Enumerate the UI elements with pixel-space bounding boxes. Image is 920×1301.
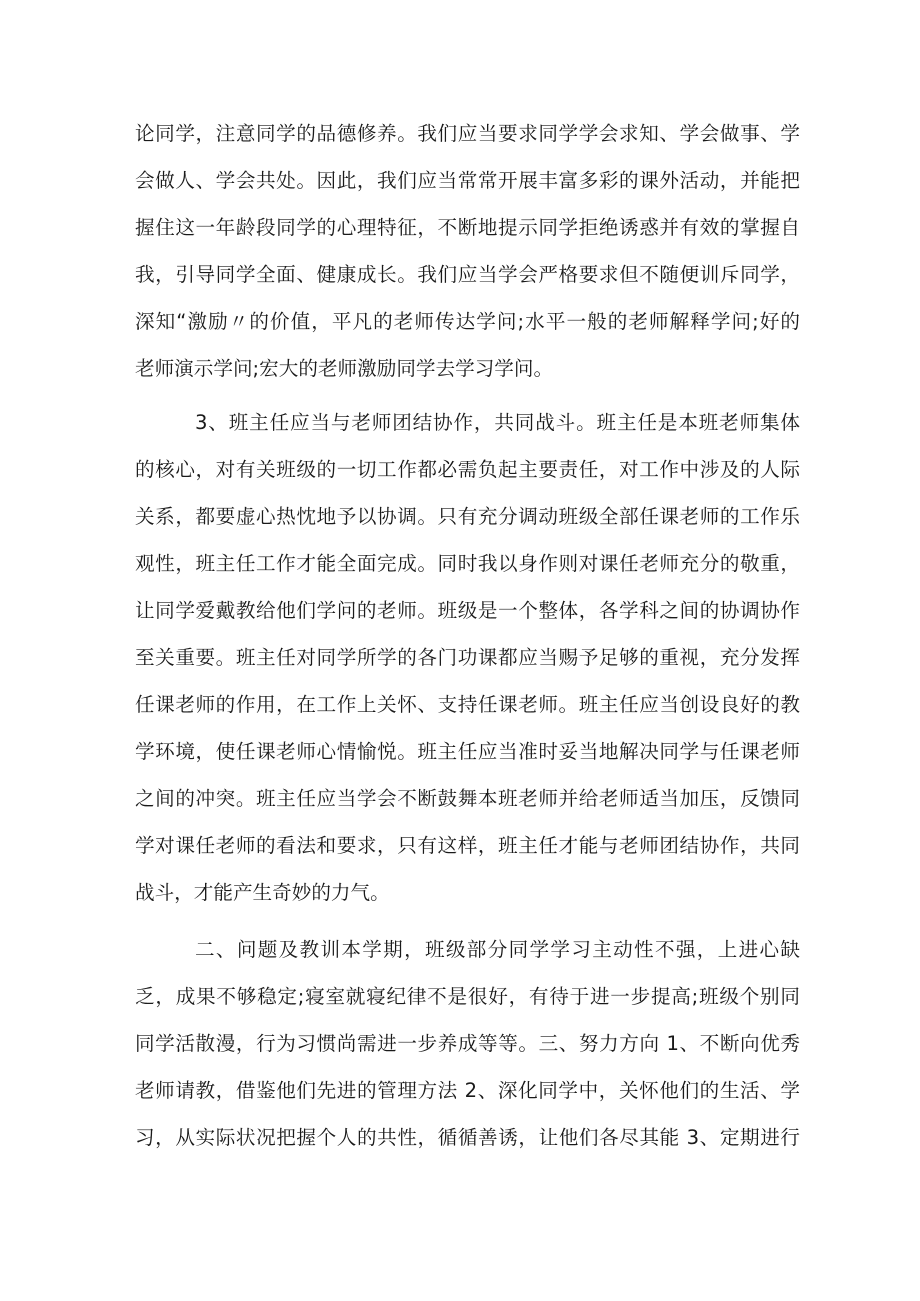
paragraph-2-line-11: 战斗，才能产生奇妙的力气。 [135,881,390,904]
paragraph-3-line-3: 同学活散漫，行为习惯尚需进一步养成等等。三、努力方向 1、不断向优秀 [135,1032,800,1055]
paragraph-1-line-1: 论同学，注意同学的品德修养。我们应当要求同学学会求知、学会做事、学 [135,122,800,145]
paragraph-3-line-5: 习，从实际状况把握个人的共性，循循善诱，让他们各尽其能 3、定期进行 [135,1126,800,1149]
paragraph-1-line-4: 我，引导同学全面、健康成长。我们应当学会严格要求但不随便训斥同学， [135,263,800,286]
paragraph-3-line-2: 乏，成果不够稳定;寝室就寝纪律不是很好，有待于进一步提高;班级个别同 [135,985,800,1008]
paragraph-2-line-2: 的核心，对有关班级的一切工作都必需负起主要责任，对工作中涉及的人际 [135,458,800,481]
paragraph-1-line-5: 深知“激励〃的价值，平凡的老师传达学问;水平一般的老师解释学问;好的 [135,310,800,333]
paragraph-2-line-5: 让同学爱戴教给他们学问的老师。班级是一个整体，各学科之间的协调协作 [135,599,800,622]
paragraph-2-line-6: 至关重要。班主任对同学所学的各门功课都应当赐予足够的重视，充分发挥 [135,646,800,669]
paragraph-3-line-1: 二、问题及教训本学期，班级部分同学学习主动性不强，上进心缺 [195,938,800,961]
paragraph-2-line-3: 关系，都要虚心热忱地予以协调。只有充分调动班级全部任课老师的工作乐 [135,505,800,528]
paragraph-1-line-2: 会做人、学会共处。因此，我们应当常常开展丰富多彩的课外活动，并能把 [135,169,800,192]
paragraph-3-line-4: 老师请教，借鉴他们先进的管理方法 2、深化同学中，关怀他们的生活、学 [135,1079,800,1102]
paragraph-1-line-3: 握住这一年龄段同学的心理特征，不断地提示同学拒绝诱惑并有效的掌握自 [135,216,800,239]
paragraph-1-line-6: 老师演示学问;宏大的老师激励同学去学习学问。 [135,357,554,380]
paragraph-2-line-7: 任课老师的作用，在工作上关怀、支持任课老师。班主任应当创设良好的教 [135,693,800,716]
paragraph-2-line-1: 3、班主任应当与老师团结协作，共同战斗。班主任是本班老师集体 [195,411,800,434]
paragraph-2-line-8: 学环境，使任课老师心情愉悦。班主任应当准时妥当地解决同学与任课老师 [135,740,800,763]
paragraph-2-line-10: 学对课任老师的看法和要求，只有这样，班主任才能与老师团结协作，共同 [135,834,800,857]
paragraph-2-line-4: 观性，班主任工作才能全面完成。同时我以身作则对课任老师充分的敬重， [135,552,800,575]
paragraph-2-line-9: 之间的冲突。班主任应当学会不断鼓舞本班老师并给老师适当加压，反馈同 [135,787,800,810]
